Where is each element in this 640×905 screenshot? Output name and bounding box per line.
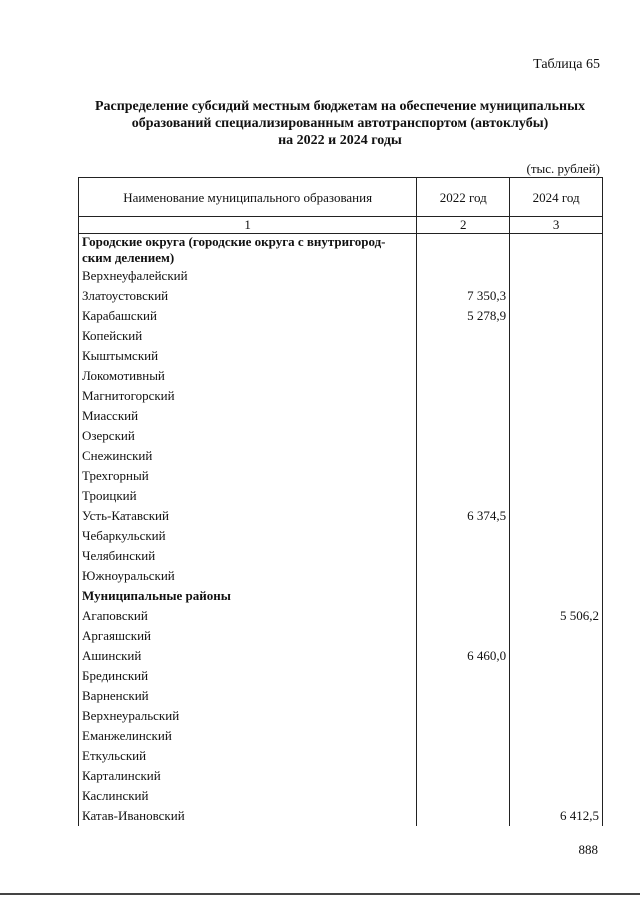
page-bottom-rule (0, 893, 640, 895)
row-value-2022-cell (417, 806, 510, 826)
row-name-cell: Локомотивный (79, 366, 417, 386)
row-value-2024-cell (510, 386, 603, 406)
row-value-2024-cell (510, 646, 603, 666)
row-value-2024-cell (510, 546, 603, 566)
row-name-cell: Кыштымский (79, 346, 417, 366)
table-row (79, 326, 603, 346)
row-name-cell: Чебаркульский (79, 526, 417, 546)
table-row (79, 366, 603, 386)
row-name-cell: Катав-Ивановский (79, 806, 417, 826)
table-row (79, 386, 603, 406)
row-value-2024-cell (510, 526, 603, 546)
row-value-2022-cell (417, 386, 510, 406)
row-value-2022-cell (417, 566, 510, 586)
table-body (79, 234, 603, 827)
row-value-2024-cell: 5 506,2 (510, 606, 603, 626)
row-name-cell: Снежинский (79, 446, 417, 466)
row-name-cell: Варненский (79, 686, 417, 706)
column-number-2: 2 (417, 217, 510, 234)
table-row (79, 726, 603, 746)
row-value-2024-cell (510, 366, 603, 386)
row-value-2022-cell (417, 406, 510, 426)
row-name-cell: Карабашский (79, 306, 417, 326)
row-name-cell: Еткульский (79, 746, 417, 766)
row-name-cell: Озерский (79, 426, 417, 446)
row-value-2024-cell: 6 412,5 (510, 806, 603, 826)
row-value-2022-cell (417, 466, 510, 486)
row-name-cell: Верхнеуральский (79, 706, 417, 726)
row-name-cell: Карталинский (79, 766, 417, 786)
row-value-2024-cell (510, 266, 603, 286)
row-value-2022-cell: 6 460,0 (417, 646, 510, 666)
subsidy-table (78, 177, 603, 826)
row-value-2022-cell (417, 586, 510, 606)
row-value-2022-cell (417, 426, 510, 446)
column-header-2024: 2024 год (510, 178, 603, 217)
row-name-cell: Южноуральский (79, 566, 417, 586)
row-value-2024-cell (510, 446, 603, 466)
page-number: 888 (578, 842, 598, 857)
row-name-cell: Магнитогорский (79, 386, 417, 406)
row-value-2022-cell (417, 366, 510, 386)
section-row (79, 586, 603, 606)
row-value-2024-cell (510, 326, 603, 346)
column-number-1: 1 (79, 217, 417, 234)
title-line-2: образований специализированным автотранспортом (автоклубы) (131, 116, 549, 131)
column-header-name: Наименование муниципального образования (79, 178, 417, 217)
table-row (79, 566, 603, 586)
table-row (79, 766, 603, 786)
row-value-2024-cell (510, 234, 603, 267)
row-value-2024-cell (510, 726, 603, 746)
row-value-2024-cell (510, 486, 603, 506)
row-value-2024-cell (510, 406, 603, 426)
row-name-cell: Муниципальные районы (79, 586, 417, 606)
row-value-2024-cell (510, 346, 603, 366)
row-name-cell: Копейский (79, 326, 417, 346)
row-value-2022-cell (417, 486, 510, 506)
table-row (79, 786, 603, 806)
row-value-2022-cell (417, 446, 510, 466)
table-row (79, 266, 603, 286)
row-name-cell: Верхнеуфалейский (79, 266, 417, 286)
row-name-cell: Трехгорный (79, 466, 417, 486)
row-value-2024-cell (510, 786, 603, 806)
row-value-2022-cell (417, 706, 510, 726)
column-number-3: 3 (510, 217, 603, 234)
row-value-2022-cell (417, 526, 510, 546)
table-row (79, 406, 603, 426)
row-value-2022-cell (417, 234, 510, 267)
row-value-2022-cell (417, 626, 510, 646)
row-value-2024-cell (510, 666, 603, 686)
row-value-2024-cell (510, 766, 603, 786)
table-row (79, 626, 603, 646)
row-name-cell: Миасский (79, 406, 417, 426)
table-row (79, 646, 603, 666)
table-row (79, 666, 603, 686)
row-value-2022-cell (417, 666, 510, 686)
row-value-2022-cell: 6 374,5 (417, 506, 510, 526)
table-row (79, 446, 603, 466)
table-row (79, 706, 603, 726)
table-row (79, 746, 603, 766)
table-row (79, 606, 603, 626)
table-row (79, 486, 603, 506)
row-value-2022-cell (417, 266, 510, 286)
row-value-2022-cell (417, 686, 510, 706)
row-name-cell: Усть-Катавский (79, 506, 417, 526)
title-line-1: Распределение субсидий местным бюджетам на обеспечение муниципальных (94, 99, 586, 114)
table-row (79, 346, 603, 366)
table-row (79, 306, 603, 326)
row-name-cell: Аргаяшский (79, 626, 417, 646)
row-value-2022-cell (417, 606, 510, 626)
row-name-cell: Еманжелинский (79, 726, 417, 746)
row-value-2022-cell (417, 346, 510, 366)
document-title (60, 98, 620, 149)
row-name-cell: Ашинский (79, 646, 417, 666)
row-value-2024-cell (510, 426, 603, 446)
row-name-cell: Городские округа (городские округа с внутригород-ским делением) (79, 234, 417, 267)
row-name-cell: Брединский (79, 666, 417, 686)
row-value-2022-cell (417, 546, 510, 566)
row-value-2024-cell (510, 586, 603, 606)
table-number: Таблица 65 (533, 57, 600, 72)
row-value-2024-cell (510, 306, 603, 326)
table-row (79, 686, 603, 706)
table-row (79, 506, 603, 526)
row-value-2022-cell (417, 326, 510, 346)
row-value-2022-cell (417, 766, 510, 786)
row-value-2022-cell: 5 278,9 (417, 306, 510, 326)
table-row (79, 546, 603, 566)
row-value-2024-cell (510, 566, 603, 586)
row-value-2024-cell (510, 706, 603, 726)
table-row (79, 526, 603, 546)
units-label: (тыс. рублей) (526, 161, 600, 176)
row-name-cell: Агаповский (79, 606, 417, 626)
table-row (79, 806, 603, 826)
section-row (79, 234, 603, 267)
row-value-2022-cell: 7 350,3 (417, 286, 510, 306)
row-value-2024-cell (510, 466, 603, 486)
row-name-cell: Каслинский (79, 786, 417, 806)
row-value-2022-cell (417, 786, 510, 806)
row-value-2024-cell (510, 506, 603, 526)
row-name-cell: Златоустовский (79, 286, 417, 306)
row-value-2024-cell (510, 746, 603, 766)
row-value-2022-cell (417, 746, 510, 766)
table-row (79, 426, 603, 446)
title-line-3: на 2022 и 2024 годы (278, 133, 402, 148)
row-value-2024-cell (510, 686, 603, 706)
column-header-2022: 2022 год (417, 178, 510, 217)
row-value-2024-cell (510, 626, 603, 646)
table-row (79, 466, 603, 486)
row-value-2022-cell (417, 726, 510, 746)
row-name-cell: Троицкий (79, 486, 417, 506)
table-row (79, 286, 603, 306)
row-value-2024-cell (510, 286, 603, 306)
row-name-cell: Челябинский (79, 546, 417, 566)
